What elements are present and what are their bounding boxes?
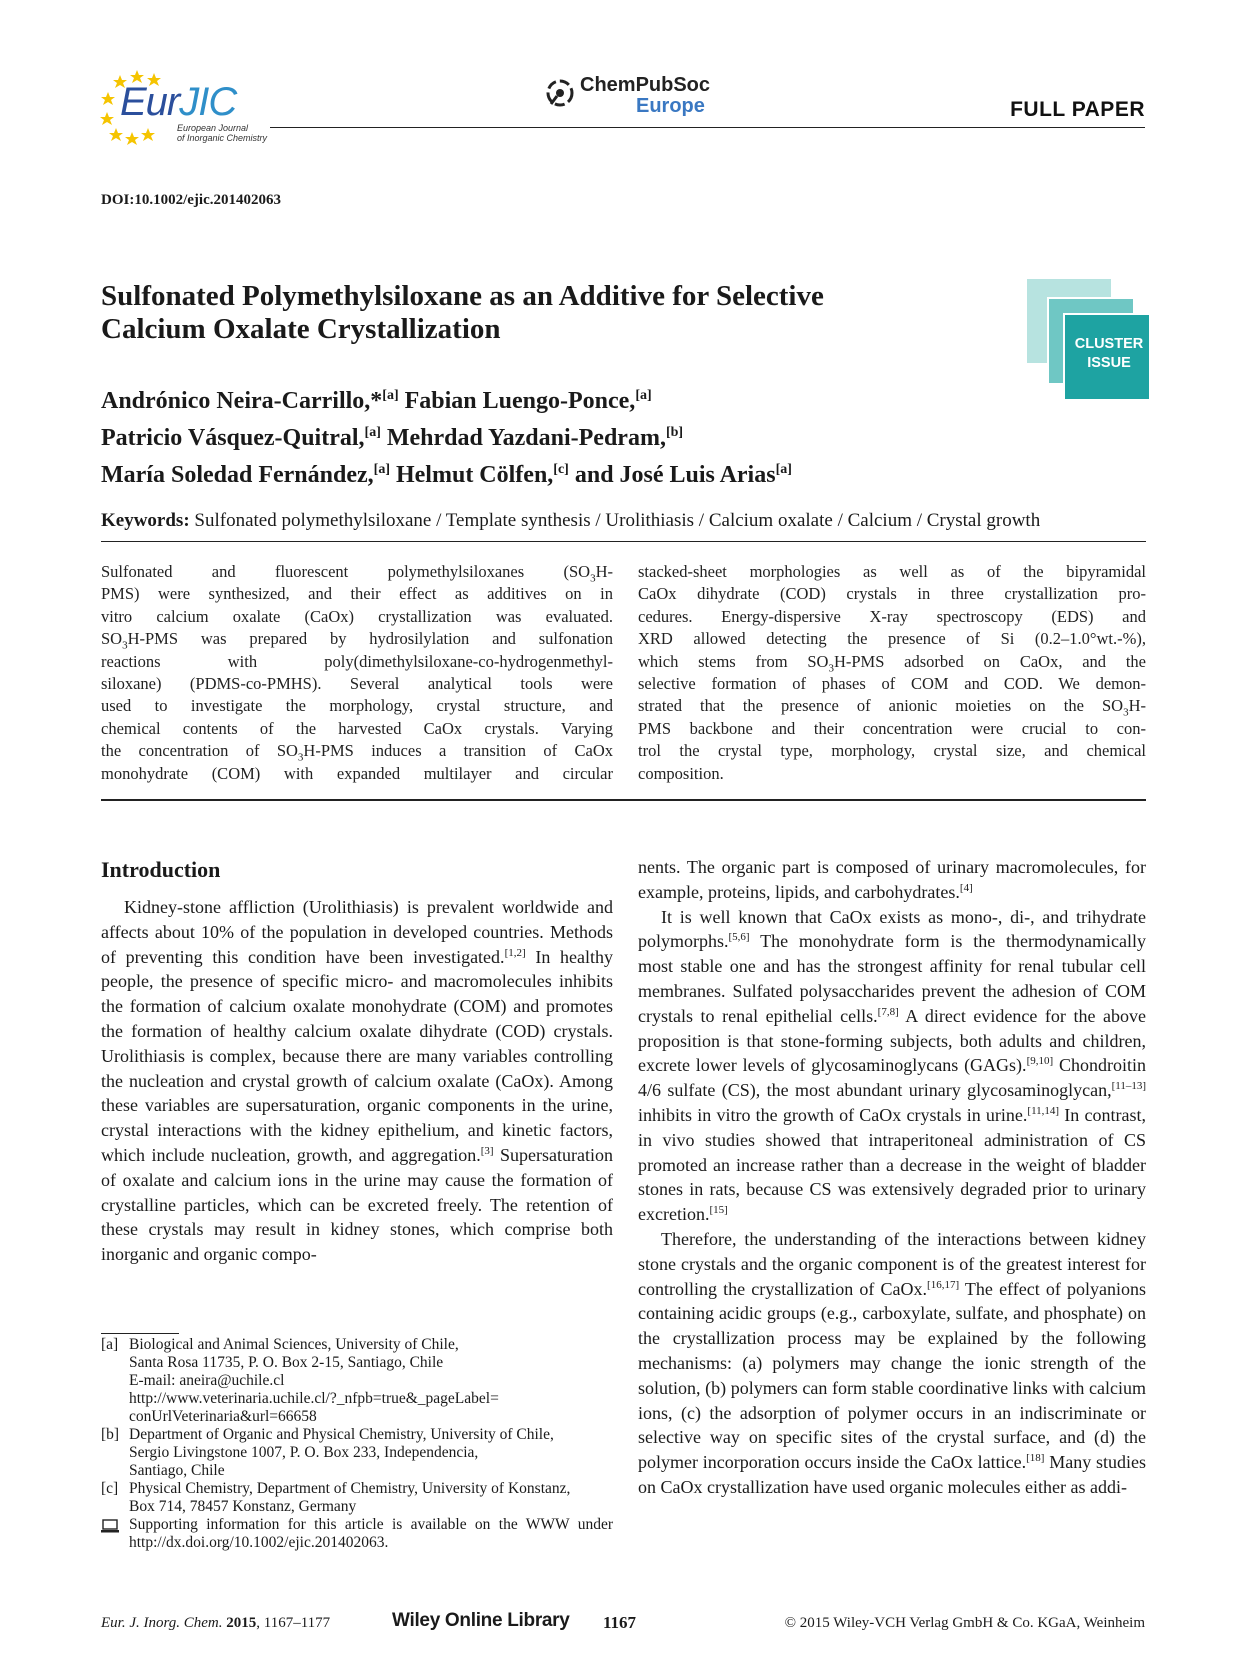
- url-link-cont[interactable]: conUrlVeterinaria&url=66658: [129, 1408, 317, 1425]
- doi[interactable]: DOI:10.1002/ejic.201402063: [101, 192, 281, 208]
- abstract-line: used to investigate the morphology, crystal structure, and: [101, 696, 613, 716]
- author-list: Andrónico Neira-Carrillo,*[a] Fabian Luengo-Ponce,[a] Patricio Vásquez-Quitral,[a] Mehrdad Yazdani-Pedram,[b] María Soledad Fernández,[a] Helmut Cölfen,[c] and José Luis Arias[a]: [101, 388, 792, 488]
- footer-citation: Eur. J. Inorg. Chem. 2015, 1167–1177: [101, 1615, 331, 1631]
- citation[interactable]: [9,10]: [1026, 1055, 1054, 1068]
- affiliation-c: [c] Physical Chemistry, Department of Chemistry, University of Konstanz, Box 714, 78457 Konstanz, Germany: [101, 1480, 571, 1515]
- abstract-line: stacked-sheet morphologies as well as of the bipyramidal: [638, 562, 1146, 581]
- supporting-info-note: [101, 1516, 613, 1552]
- author: Helmut Cölfen,: [395, 462, 554, 488]
- header-rule: [270, 127, 1145, 128]
- abstract-line: PMS) were synthesized, and their effect as additives on in: [101, 584, 613, 604]
- abstract-line: Sulfonated and fluorescent polymethylsiloxanes ($SO_3H-$: [101, 562, 613, 585]
- citation[interactable]: [1,2]: [504, 946, 526, 959]
- footnote-rule: [101, 1333, 179, 1334]
- url-link[interactable]: http://www.veterinaria.uchile.cl/?_nfpb=true&_pageLabel=: [129, 1390, 499, 1407]
- abstract-line: selective formation of phases of COM and COD. We demon-: [638, 674, 1146, 694]
- abstract-line: strated that the presence of anionic moieties on the $SO_3H-$: [638, 696, 1146, 719]
- paragraph: nents. The organic part is composed of urinary macromolecules, for example, proteins, lipids, and carbohydrates.[4]: [638, 857, 1146, 902]
- abstract-left-column: [101, 561, 613, 785]
- affiliation-a: [a] Biological and Animal Sciences, University of Chile, Santa Rosa 11735, P. O. Box 2-15, Santiago, Chile E-mail: aneira@uchile.cl http://www.veterinaria.uchile.cl/?_nfpb=true&_pageLabel= conUrlVeterinaria&url=66658: [101, 1336, 613, 1426]
- citation[interactable]: [7,8]: [877, 1005, 899, 1018]
- abstract-line: monohydrate (COM) with expanded multilayer and circular: [101, 763, 613, 783]
- computer-icon: [101, 1519, 119, 1533]
- section-label: FULL PAPER: [1010, 98, 1145, 121]
- supporting-info-link[interactable]: Supporting information for this article is available on the WWW under http://dx.doi.org/10.1002/ejic.201402063.: [129, 1516, 613, 1551]
- author: Patricio Vásquez-Quitral,: [101, 425, 365, 451]
- abstract-line: PMS backbone and their concentration were crucial to con-: [638, 718, 1146, 738]
- abstract-rule: [101, 799, 1146, 801]
- paragraph: It is well known that CaOx exists as mono-, di-, and trihydrate polymorphs.[5,6] The monohydrate form is the thermodynamically most stable one and has the strongest affinity for renal tubular cell membranes. Sulfated polysaccharides prevent the adhesion of COM crystals to renal epithelial cells.[7,8] A direct evidence for the above proposition is that stone-forming subjects, both adults and children, excrete lower levels of glycosaminoglycans (GAGs).[9,10] Chondroitin 4/6 sulfate (CS), the most abundant urinary glycosaminoglycan,[11–13] inhibits in vitro the growth of CaOx crystals in urine.[11,14] In contrast, in vivo studies showed that intraperitoneal administration of CS promoted an increase rather than a decrease in the weight of bladder stones in rats, because CS was extensively degraded prior to urinary excretion.[15]: [638, 906, 1146, 1225]
- paragraph: Therefore, the understanding of the interactions between kidney stone crystals and the organic component is of the greatest interest for controlling the crystallization of CaOx.[16,17] The effect of polyanions containing acidic groups (e.g., carboxylate, sulfate, and phosphate) on the crystallization process may be explained by the following mechanisms: (a) polymers may change the ionic strength of the solution, (b) polymers can form stable coordinative links with calcium ions, (c) the adsorption of polymer occurs in an indiscriminate or selective way on specific sites of the crystal surface, and (d) the polymer incorporation occurs inside the CaOx lattice.[18] Many studies on CaOx crystallization have used organic molecules either as addi-: [638, 1228, 1147, 1497]
- abstract-line: siloxane) (PDMS-co-PMHS). Several analytical tools were: [101, 674, 613, 694]
- citation[interactable]: [15]: [709, 1204, 728, 1217]
- citation[interactable]: [5,6]: [728, 931, 750, 944]
- section-heading-introduction: Introduction: [101, 857, 221, 882]
- author: and José Luis Arias: [574, 462, 776, 488]
- page-number: 1167: [603, 1613, 637, 1632]
- paragraph: Kidney-stone affliction (Urolithiasis) is prevalent worldwide and affects about 10% of the population in developed countries. Methods of preventing this condition have been investigated.[1,2] In healthy people, the presence of specific micro- and macromolecules inhibits the formation of calcium oxalate monohydrate (COM) and promotes the formation of healthy calcium oxalate dihydrate (COD) crystals. Urolithiasis is complex, because there are many variables controlling the nucleation and crystal growth of calcium oxalate (CaOx). Among these variables are supersaturation, organic components in the urine, crystal interactions with the kidney epithelium, and kinetic factors, which include nucleation, growth, and aggregation.[3] Supersaturation of oxalate and calcium ions in the urine may cause the formation of crystalline particles, which can be excreted freely. The retention of these crystals may result in kidney stones, which comprise both inorganic and organic compo-: [101, 897, 613, 1265]
- author: María Soledad Fernández,: [101, 462, 374, 488]
- citation[interactable]: [16,17]: [927, 1278, 960, 1291]
- chempubsoc-logo-icon: [545, 78, 575, 108]
- citation[interactable]: [11,14]: [1027, 1104, 1060, 1117]
- abstract-line: which stems from $SO_3H$-PMS adsorbed on CaOx, and the: [638, 651, 1147, 674]
- abstract-line: vitro calcium oxalate (CaOx) crystallization was evaluated.: [101, 606, 613, 626]
- affiliation-footnotes: [101, 1336, 613, 1552]
- citation[interactable]: [3]: [480, 1144, 494, 1157]
- body-left-column: [101, 895, 613, 1267]
- chempubsoc-logo-europe: Europe: [636, 95, 705, 117]
- abstract-line: reactions with poly(dimethylsiloxane-co-hydrogenmethyl-: [101, 651, 613, 671]
- cluster-issue-badge: CLUSTER ISSUE: [1027, 279, 1147, 401]
- body-right-column: [638, 855, 1146, 1500]
- abstract-line: CaOx dihydrate (COD) crystals in three crystallization pro-: [638, 584, 1146, 604]
- keywords-rule: [101, 541, 1146, 542]
- article-title: Sulfonated Polymethylsiloxane as an Additive for Selective Calcium Oxalate Crystallization: [101, 280, 824, 345]
- abstract-line: XRD allowed detecting the presence of Si (0.2–1.0°wt.-%),: [638, 629, 1146, 649]
- keywords: Keywords: Sulfonated polymethylsiloxane / Template synthesis / Urolithiasis / Calcium oxalate / Calcium / Crystal growth: [101, 510, 1041, 531]
- abstract-line: the concentration of $SO_3H$-PMS induces a transition of CaOx: [101, 741, 613, 764]
- abstract-line: chemical contents of the harvested CaOx crystals. Varying: [101, 718, 613, 738]
- journal-logo-subtitle: European Journal of Inorganic Chemistry: [177, 123, 268, 143]
- affiliation-b: [b] Department of Organic and Physical Chemistry, University of Chile, Sergio Livingstone 1007, P. O. Box 233, Independencia, Santiago, Chile: [101, 1426, 554, 1479]
- citation[interactable]: [11–13]: [1111, 1080, 1146, 1093]
- wiley-online-library-logo[interactable]: Wiley Online Library: [392, 1610, 570, 1631]
- author: Andrónico Neira-Carrillo,*: [101, 388, 383, 414]
- chempubsoc-logo-text: ChemPubSoc: [580, 74, 711, 96]
- abstract-line: composition.: [638, 763, 724, 783]
- citation[interactable]: [4]: [959, 881, 973, 894]
- abstract-line: $SO_3H$-PMS was prepared by hydrosilylation and sulfonation: [101, 629, 613, 652]
- abstract-line: cedures. Energy-dispersive X-ray spectroscopy (EDS) and: [638, 606, 1146, 626]
- citation[interactable]: [18]: [1026, 1452, 1045, 1465]
- abstract-right-column: [638, 561, 1146, 785]
- abstract-line: trol the crystal type, morphology, crystal size, and chemical: [638, 741, 1146, 761]
- email-link[interactable]: E-mail: aneira@uchile.cl: [129, 1372, 285, 1389]
- journal-logo-wordmark: EurJIC: [120, 80, 237, 124]
- author: Mehrdad Yazdani-Pedram,: [386, 425, 666, 451]
- author: Fabian Luengo-Ponce,: [404, 388, 636, 414]
- copyright: © 2015 Wiley-VCH Verlag GmbH & Co. KGaA, Weinheim: [784, 1615, 1145, 1631]
